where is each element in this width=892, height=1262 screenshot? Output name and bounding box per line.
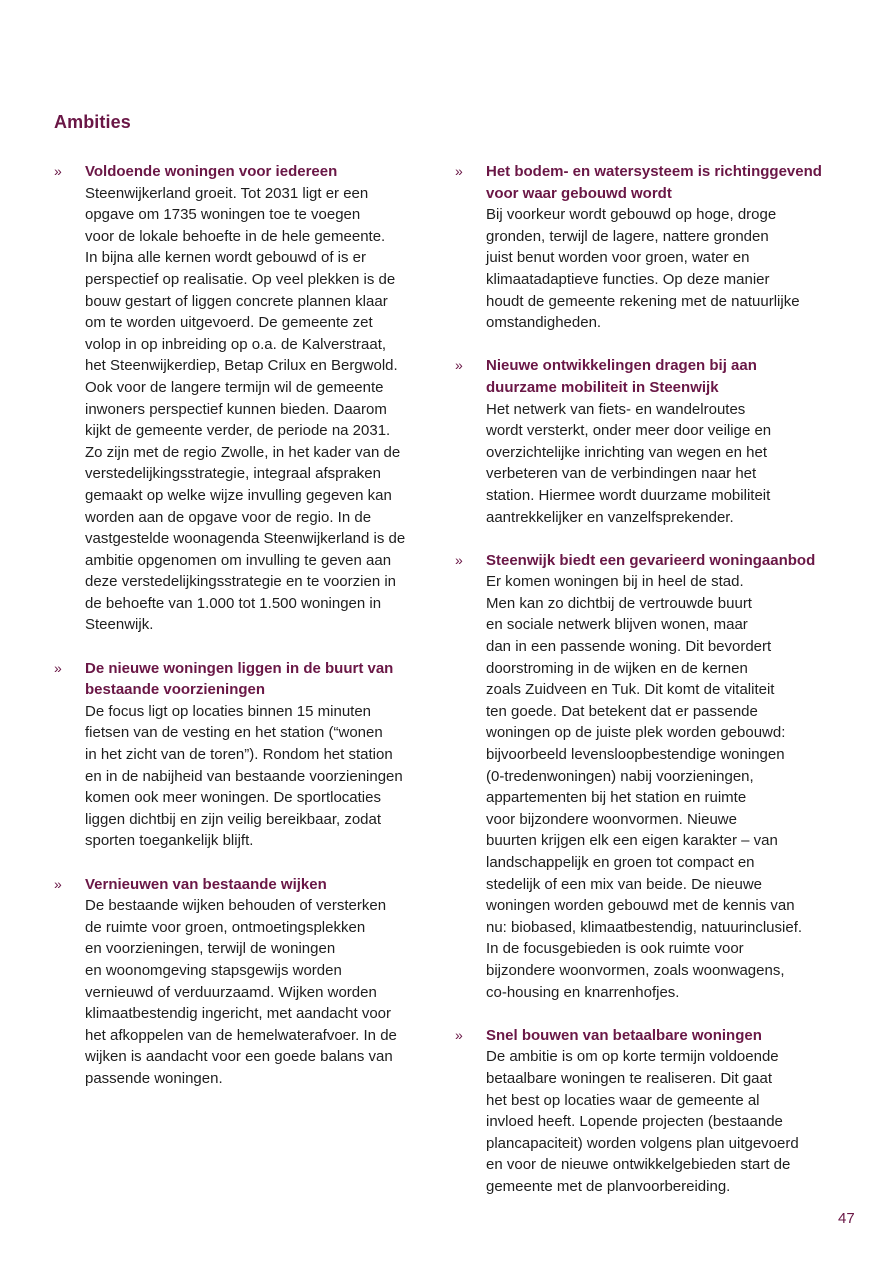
ambition-body: Bij voorkeur wordt gebouwd op hoge, droge gronden, terwijl de lagere, nattere gronden juist benut worden voor groen, water en klimaatadaptieve functies. Op deze manier houdt de gemeente rekening met de natuurlijke omstandigheden. — [486, 206, 800, 332]
section-title: Ambities — [54, 112, 131, 132]
ambition-body: Het netwerk van fiets- en wandelroutes wordt versterkt, onder meer door veilige en overzichtelijke inrichting van wegen en het verbeteren van de verbindingen naar het station. Hiermee wordt duurzame mobiliteit aantrekkelijker en vanzelfsprekender. — [486, 400, 772, 526]
left-column — [54, 161, 426, 1111]
ambition-body: De bestaande wijken behouden of versterken de ruimte voor groen, ontmoetingsplekken en voorzieningen, terwijl de woningen en woonomgeving stapsgewijs worden vernieuwd of verduurzaamd. Wijken worden klimaatbestendig ingericht, met aandacht voor het afkoppelen van de hemelwaterafvoer. In de wijken is aandacht voor een goede balans van passende woningen. — [85, 897, 397, 1087]
ambition-item — [455, 355, 840, 528]
bullet-icon: » — [54, 875, 62, 892]
ambition-item — [455, 1025, 840, 1198]
bullet-icon: » — [54, 163, 62, 179]
bullet-icon: » — [54, 659, 62, 676]
ambition-title: Het bodem- en watersysteem is richtinggevend voor waar gebouwd wordt — [486, 163, 822, 202]
ambition-body: De focus ligt op locaties binnen 15 minuten fietsen van de vesting en het station (“wonen in het zicht van de toren”). Rondom het station en in de nabijheid van bestaande voorzieningen komen ook meer woningen. De sportlocaties liggen dichtbij en zijn veilig bereikbaar, zodat sporten toegankelijk blijft. — [85, 702, 403, 850]
bullet-icon: » — [455, 1026, 463, 1043]
ambition-title: Vernieuwen van bestaande wijken — [85, 875, 327, 893]
ambition-item — [54, 161, 426, 636]
ambition-title: De nieuwe woningen liggen in de buurt van bestaande voorzieningen — [85, 659, 394, 699]
ambition-title: Snel bouwen van betaalbare woningen — [486, 1026, 762, 1044]
ambition-title: Steenwijk biedt een gevarieerd woningaanbod — [486, 551, 816, 569]
ambition-title: Voldoende woningen voor iedereen — [85, 163, 338, 180]
right-column — [455, 161, 840, 1219]
ambition-title: Nieuwe ontwikkelingen dragen bij aan duurzame mobiliteit in Steenwijk — [486, 357, 757, 396]
ambition-item — [455, 550, 840, 1003]
ambition-body: Er komen woningen bij in heel de stad. Men kan zo dichtbij de vertrouwde buurt en sociale netwerk blijven wonen, maar dan in een passende woning. Dit bevordert doorstroming in de wijken en de kernen zoals Zuidveen en Tuk. Dit komt de vitaliteit ten goede. Dat betekent dat er passende woningen op de juiste plek worden gebouwd: bijvoorbeeld levensloopbestendige woningen (0-tredenwoningen) nabij voorzieningen, appartementen bij het station en ruimte voor bijzondere woonvormen. Nieuwe buurten krijgen elk een eigen karakter – van landschappelijk en groen tot compact en stedelijk of een mix van beide. De nieuwe woningen worden gebouwd met de kennis van nu: biobased, klimaatbestendig, natuurinclusief. In de focusgebieden is ook ruimte voor bijzondere woonvormen, zoals woonwagens, co-housing en knarrenhofjes. — [486, 573, 803, 1001]
ambition-item — [54, 658, 426, 852]
ambition-body: Steenwijkerland groeit. Tot 2031 ligt er een opgave om 1735 woningen toe te voegen voor de lokale behoefte in de hele gemeente. In bijna alle kernen wordt gebouwd of is er perspectief op realisatie. Op veel plekken is de bouw gestart of liggen concrete plannen klaar om te worden uitgevoerd. De gemeente zet volop in op inbreiding op o.a. de Kalverstraat, het Steenwijkerdiep, Betap Crilux en Bergwold. Ook voor de langere termijn wil de gemeente inwoners perspectief kunnen bieden. Daarom kijkt de gemeente verder, de periode na 2031. Zo zijn met de regio Zwolle, in het kader van de verstedelijkingsstrategie, integraal afspraken gemaakt op welke wijze invulling gegeven kan worden aan de opgave voor de regio. In de vastgestelde woonagenda Steenwijkerland is de ambitie opgenomen om invulling te geven aan deze verstedelijkingsstrategie en te voorzien in de behoefte van 1.000 tot 1.500 woningen in Steenwijk. — [85, 184, 406, 634]
ambition-body: De ambitie is om op korte termijn voldoende betaalbare woningen te realiseren. Dit gaat het best op locaties waar de gemeente al invloed heeft. Lopende projecten (bestaande plancapaciteit) worden volgens plan uitgevoerd en voor de nieuwe ontwikkelgebieden start de gemeente met de planvoorbereiding. — [486, 1048, 799, 1195]
bullet-icon: » — [455, 163, 463, 179]
page-number: 47 — [838, 1210, 855, 1227]
bullet-icon: » — [455, 357, 463, 374]
ambition-item — [455, 161, 840, 334]
ambition-item — [54, 874, 426, 1090]
bullet-icon: » — [455, 551, 463, 568]
